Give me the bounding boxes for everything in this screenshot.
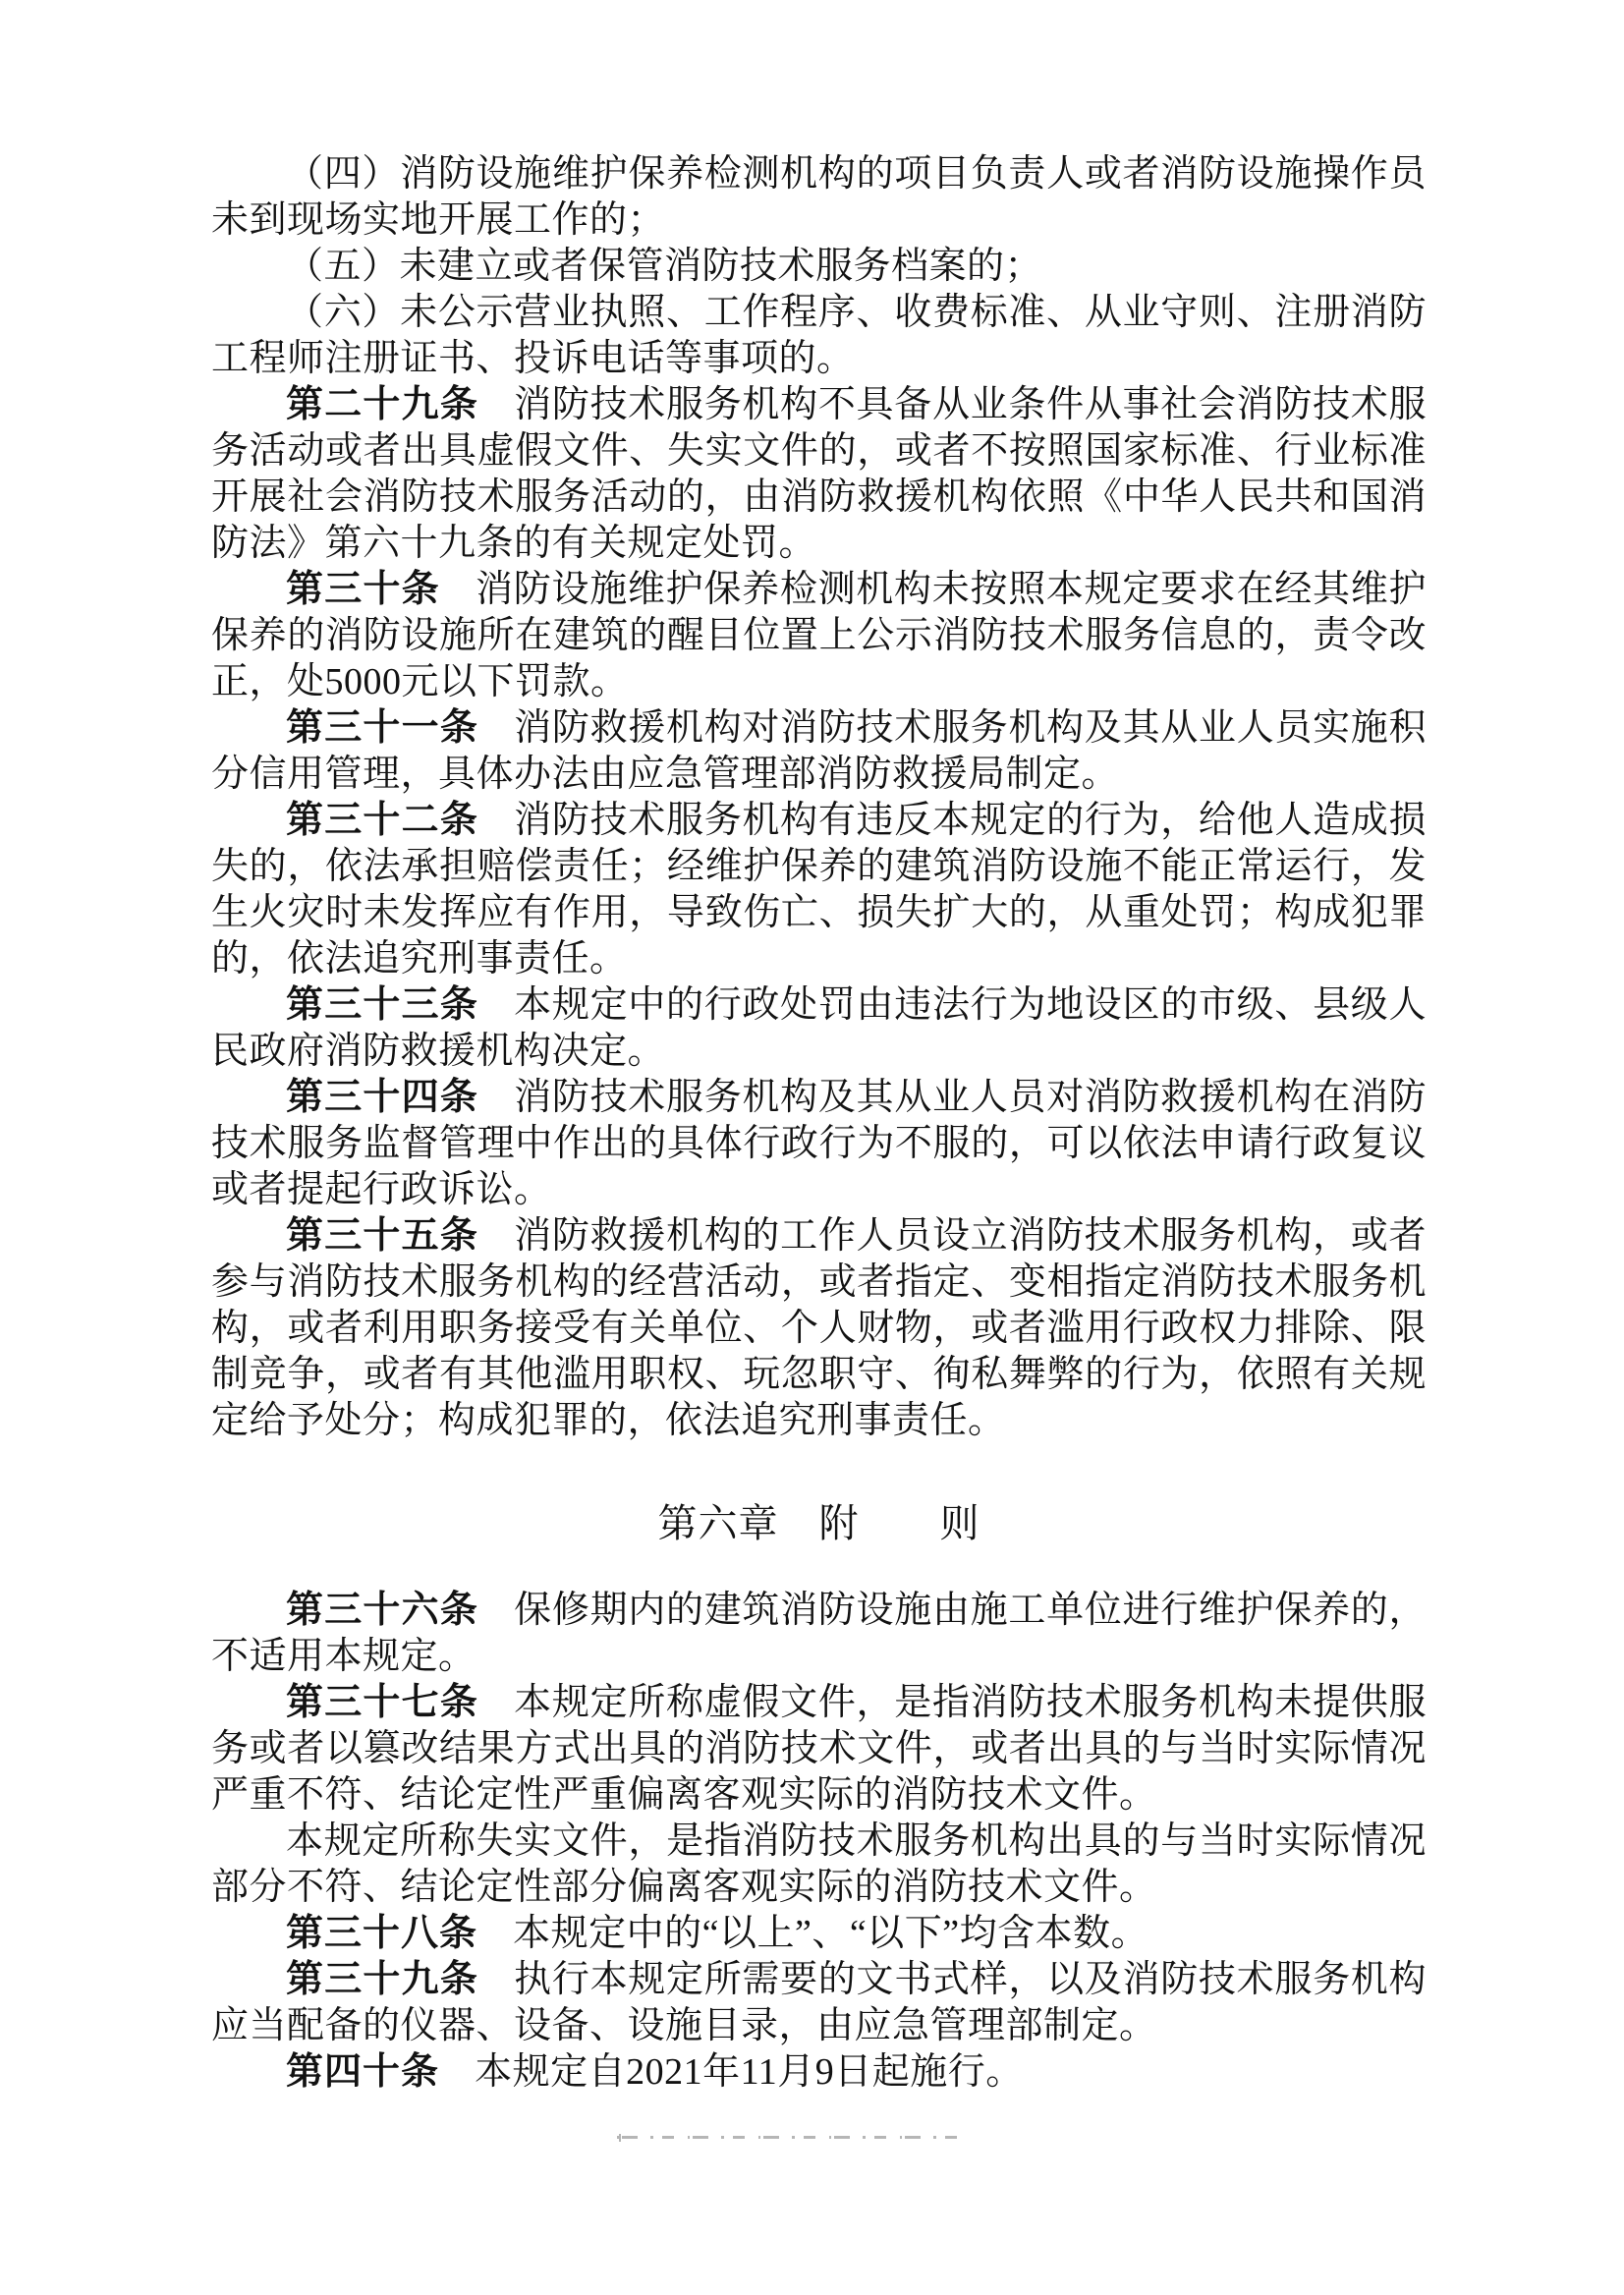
list-item: （六）未公示营业执照、工作程序、收费标准、从业守则、注册消防工程师注册证书、投诉电话等事项的。 [211,292,1427,379]
article-paragraph [211,1957,1427,2049]
article-text: 执行本规定所需要的文书式样，以及消防技术服务机构应当配备的仪器、设备、设施目录，由应急管理部制定。 [211,1959,1427,2046]
article-number: 第二十九条 [286,384,479,425]
article-paragraph [211,705,1427,798]
article-text: 本规定中的“以上”、“以下”均含本数。 [513,1913,1149,1954]
article-text: 本规定所称虚假文件，是指消防技术服务机构未提供服务或者以篡改结果方式出具的消防技术文件，或者出具的与当时实际情况严重不符、结论定性严重偏离客观实际的消防技术文件。 [211,1682,1427,1816]
article-text: 保修期内的建筑消防设施由施工单位进行维护保养的，不适用本规定。 [211,1590,1427,1677]
list-item: （五）未建立或者保管消防技术服务档案的； [286,246,1043,287]
article-number: 第三十七条 [286,1682,479,1723]
article-text: 消防设施维护保养检测机构未按照本规定要求在经其维护保养的消防设施所在建筑的醒目位置上公示消防技术服务信息的，责令改正，处5000元以下罚款。 [211,569,1427,702]
article-text: 消防技术服务机构及其从业人员对消防救援机构在消防技术服务监督管理中作出的具体行政行为不服的，可以依法申请行政复议或者提起行政诉讼。 [211,1077,1427,1210]
article-paragraph [211,382,1427,567]
article-paragraph [211,1911,1427,1957]
document-body [211,151,1427,2096]
article-text: 本规定中的行政处罚由违法行为地设区的市级、县级人民政府消防救援机构决定。 [211,984,1427,1072]
article-paragraph [211,1588,1427,1680]
article-text: 消防技术服务机构有违反本规定的行为，给他人造成损失的，依法承担赔偿责任；经维护保养的建筑消防设施不能正常运行，发生火灾时未发挥应有作用，导致伤亡、损失扩大的，从重处罚；构成犯罪的，依法追究刑事责任。 [211,800,1427,980]
article-number: 第三十九条 [286,1959,479,2000]
article-paragraph [211,2049,1427,2096]
article-number: 第三十三条 [286,984,479,1026]
article-text: 消防技术服务机构不具备从业条件从事社会消防技术服务活动或者出具虚假文件、失实文件的，或者不按照国家标准、行业标准开展社会消防技术服务活动的，由消防救援机构依照《中华人民共和国消防法》第六十九条的有关规定处罚。 [211,384,1427,564]
article-paragraph [211,798,1427,982]
article-paragraph [211,1213,1427,1444]
article-text: 本规定自2021年11月9日起施行。 [475,2051,1024,2093]
article-number: 第三十条 [286,569,440,610]
article-number: 第三十六条 [286,1590,479,1631]
article-paragraph [211,567,1427,705]
article-paragraph [211,982,1427,1075]
article-number: 第三十一条 [286,707,479,749]
article-number: 第三十二条 [286,800,479,841]
chapter-heading: 第六章 附 则 [657,1501,980,1545]
article-text: 消防救援机构的工作人员设立消防技术服务机构，或者参与消防技术服务机构的经营活动，或者指定、变相指定消防技术服务机构，或者利用职务接受有关单位、个人财物，或者滥用行政权力排除、限制竞争，或者有其他滥用职权、玩忽职守、徇私舞弊的行为，依照有关规定给予处分；构成犯罪的，依法追究刑事责任。 [211,1215,1427,1441]
plain-paragraph: 本规定所称失实文件，是指消防技术服务机构出具的与当时实际情况部分不符、结论定性部分偏离客观实际的消防技术文件。 [211,1820,1427,1908]
article-number: 第三十四条 [286,1077,479,1118]
article-paragraph [211,1075,1427,1213]
article-text: 消防救援机构对消防技术服务机构及其从业人员实施积分信用管理，具体办法由应急管理部消防救援局制定。 [211,707,1427,795]
article-number: 第三十五条 [286,1215,479,1257]
article-paragraph [211,1680,1427,1819]
clipped-footer-text [617,2134,971,2143]
list-item: （四）消防设施维护保养检测机构的项目负责人或者消防设施操作员未到现场实地开展工作的； [211,153,1427,241]
article-number: 第三十八条 [286,1913,478,1954]
article-number: 第四十条 [286,2051,440,2093]
